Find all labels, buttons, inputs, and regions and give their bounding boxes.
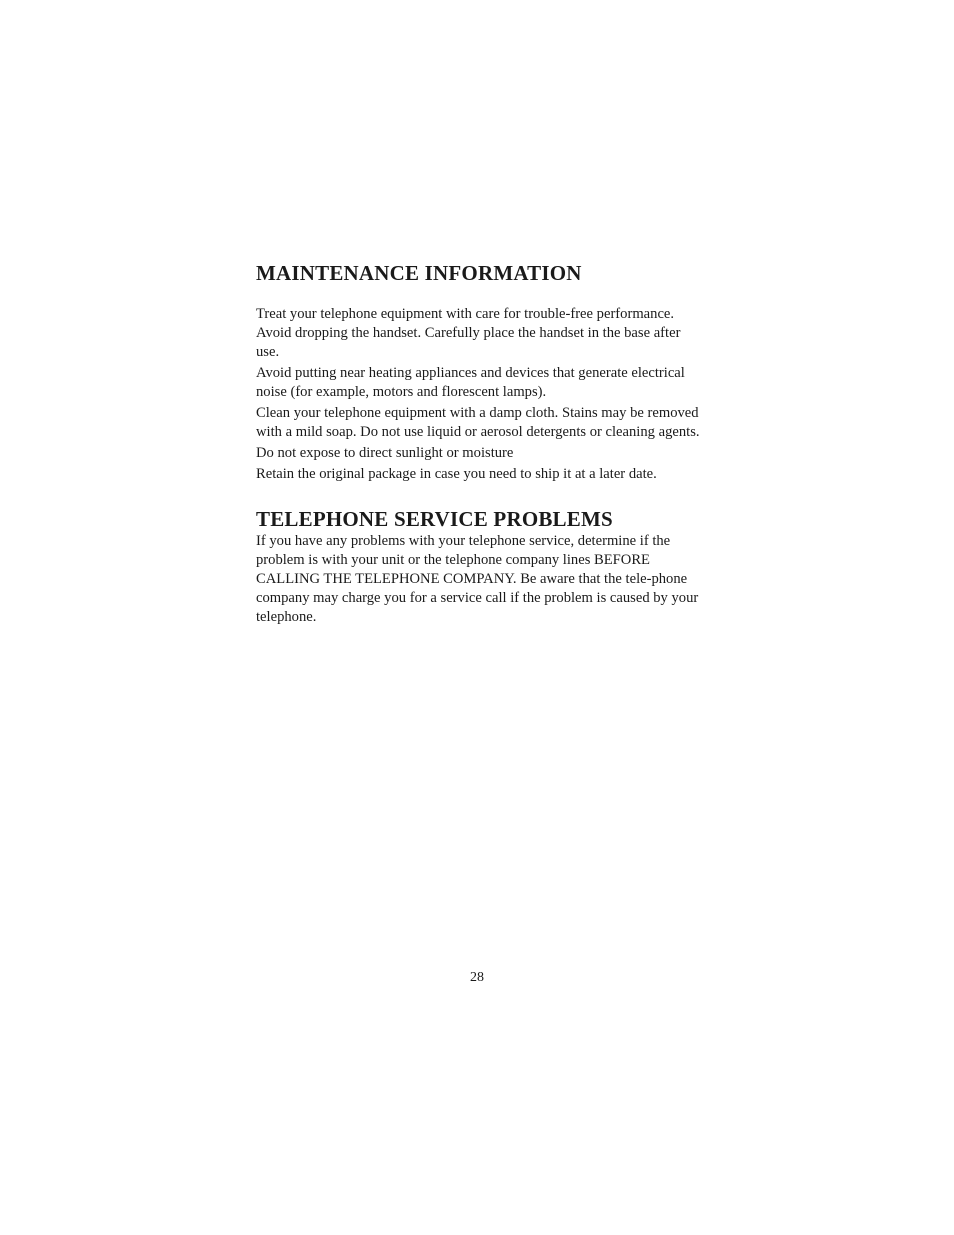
page-number: 28 bbox=[470, 970, 484, 985]
maintenance-paragraph-sunlight: Do not expose to direct sunlight or moisture bbox=[256, 445, 514, 461]
maintenance-paragraph-clean: Clean your telephone equipment with a damp cloth. Stains may be removed with a mild soap. Do not use liquid or aerosol detergents or cleaning agents. bbox=[256, 405, 700, 440]
maintenance-section bbox=[256, 260, 706, 484]
service-problems-paragraph: If you have any problems with your telephone service, determine if the problem is with your unit or the telephone company lines BEFORE CALLING THE TELEPHONE COMPANY. Be aware that the tele-phone company may charge you for a service call if the problem is caused by your telephone. bbox=[256, 533, 699, 625]
maintenance-paragraph-care: Treat your telephone equipment with care for trouble-free performance. Avoid dropping the handset. Carefully place the handset in the base after use. bbox=[256, 306, 681, 360]
page-content bbox=[256, 260, 706, 629]
service-problems-section bbox=[256, 506, 706, 627]
maintenance-paragraph-package: Retain the original package in case you need to ship it at a later date. bbox=[256, 466, 657, 482]
maintenance-paragraph-heat: Avoid putting near heating appliances and devices that generate electrical noise (for example, motors and florescent lamps). bbox=[256, 365, 685, 400]
service-problems-heading: TELEPHONE SERVICE PROBLEMS bbox=[256, 507, 613, 531]
maintenance-heading: MAINTENANCE INFORMATION bbox=[256, 261, 582, 285]
